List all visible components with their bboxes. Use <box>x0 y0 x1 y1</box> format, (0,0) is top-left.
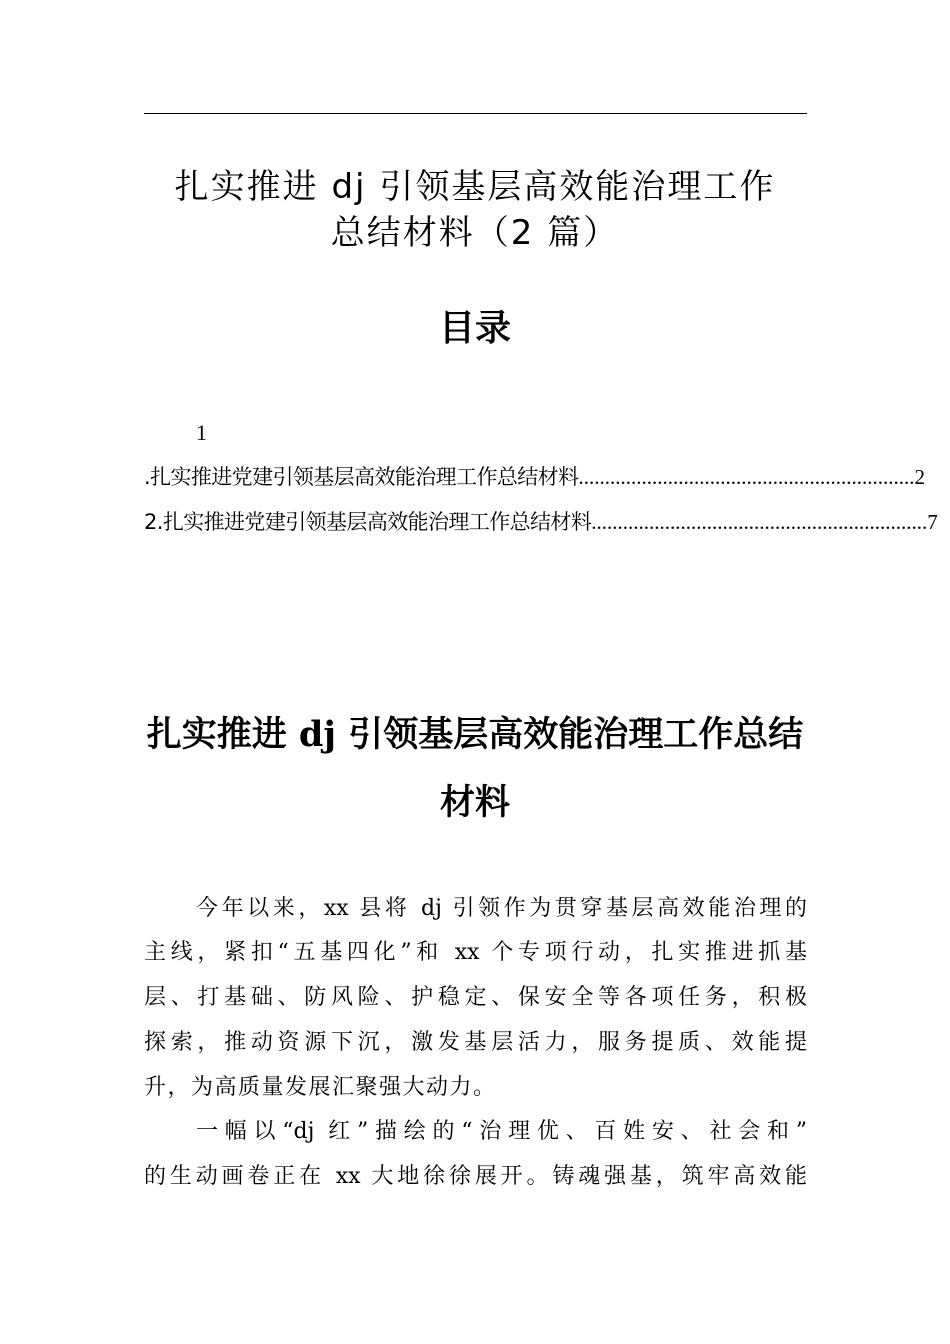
toc-entry-1-page: 2 <box>914 465 925 489</box>
toc-heading: 目录 <box>438 307 511 349</box>
body-text-line: 今年以来，xx 县将 dj 引领作为贯穿基层高效能治理的 <box>196 896 807 921</box>
body-text-line: 一幅以“dj 红”描绘的“治理优、百姓安、社会和” <box>196 1119 807 1144</box>
toc-entry-2-text: 2.扎实推进党建引领基层高效能治理工作总结材料 <box>144 510 592 534</box>
body-text-line: 的生动画卷正在 xx 大地徐徐展开。铸魂强基，筑牢高效能 <box>144 1164 807 1189</box>
article-title-line-2: 材料 <box>439 782 510 823</box>
body-text-line: 主线，紧扣“五基四化”和 xx 个专项行动，扎实推进抓基 <box>144 940 807 965</box>
body-text-line: 层、打基础、防风险、护稳定、保安全等各项任务，积极 <box>144 985 807 1010</box>
header-rule <box>144 113 807 114</box>
article-title-line-1: 扎实推进 dj 引领基层高效能治理工作总结 <box>146 714 804 755</box>
toc-entry-2[interactable] <box>144 507 938 537</box>
body-text-line: 探索，推动资源下沉，激发基层活力，服务提质、效能提 <box>144 1030 807 1055</box>
toc-entry-2-leader: ................................................................ <box>591 510 928 534</box>
toc-entry-1-leader: ................................................................ <box>578 465 915 489</box>
body-text-line: 升，为高质量发展汇聚强大动力。 <box>144 1075 497 1100</box>
document-title-line-1: 扎实推进 dj 引领基层高效能治理工作 <box>174 167 776 207</box>
toc-entry-1[interactable] <box>144 462 925 492</box>
toc-entry-1-text: .扎实推进党建引领基层高效能治理工作总结材料 <box>144 465 579 489</box>
document-title-line-2: 总结材料（2 篇） <box>330 213 620 253</box>
toc-entry-2-page: 7 <box>927 510 938 534</box>
toc-entry-1-number: 1 <box>196 420 207 445</box>
